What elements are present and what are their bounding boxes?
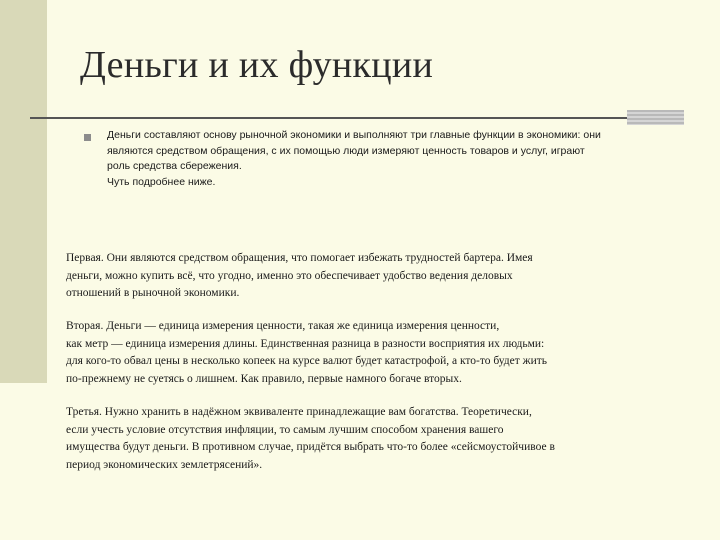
intro-line: являются средством обращения, с их помощью люди измеряют ценность товаров и услуг, играют	[107, 144, 585, 157]
left-sidebar-bar	[0, 0, 47, 383]
intro-line: Деньги составляют основу рыночной экономики и выполняют три главные функции в экономики: они	[107, 129, 601, 141]
paragraph-line: если учесть условие отсутствия инфляции, то самым лучшим способом хранения вашего	[66, 423, 504, 436]
paragraph-line: Вторая. Деньги — единица измерения ценности, такая же единица измерения ценности,	[66, 320, 500, 332]
paragraph-line: Третья. Нужно хранить в надёжном эквиваленте принадлежащие вам богатства. Теоретически,	[66, 406, 532, 418]
intro-bullet-text	[107, 128, 692, 190]
paragraph-line: по-прежнему не суетясь о лишнем. Как правило, первые намного богаче вторых.	[66, 372, 462, 385]
title-divider-accent	[627, 110, 684, 125]
bullet-square-icon	[84, 134, 91, 141]
paragraph-line: для кого-то обвал цены в несколько копеек на курсе валют будет катастрофой, а кто-то будет жить	[66, 355, 548, 367]
paragraph-line: деньги, можно купить всё, что угодно, именно это обеспечивает удобство ведения деловых	[66, 269, 513, 282]
paragraph-first-function	[66, 250, 533, 303]
paragraph-line: Первая. Они являются средством обращения, что помогает избежать трудностей бартера. Имея	[66, 252, 533, 264]
slide-title: Деньги и их функции	[80, 44, 434, 86]
paragraph-line: имущества будут деньги. В противном случае, придётся выбрать что-то более «сейсмоустойчивое в	[66, 441, 555, 453]
paragraph-line: как метр — единица измерения длины. Единственная разница в разности восприятия их людьми:	[66, 337, 545, 350]
title-divider-line	[30, 117, 655, 119]
paragraph-third-function	[66, 404, 555, 474]
paragraph-second-function	[66, 318, 547, 388]
intro-line: роль средства сбережения.	[107, 160, 242, 172]
paragraph-line: отношений в рыночной экономики.	[66, 287, 240, 299]
paragraph-line: период экономических землетрясений».	[66, 458, 263, 471]
intro-line: Чуть подробнее ниже.	[107, 175, 216, 188]
